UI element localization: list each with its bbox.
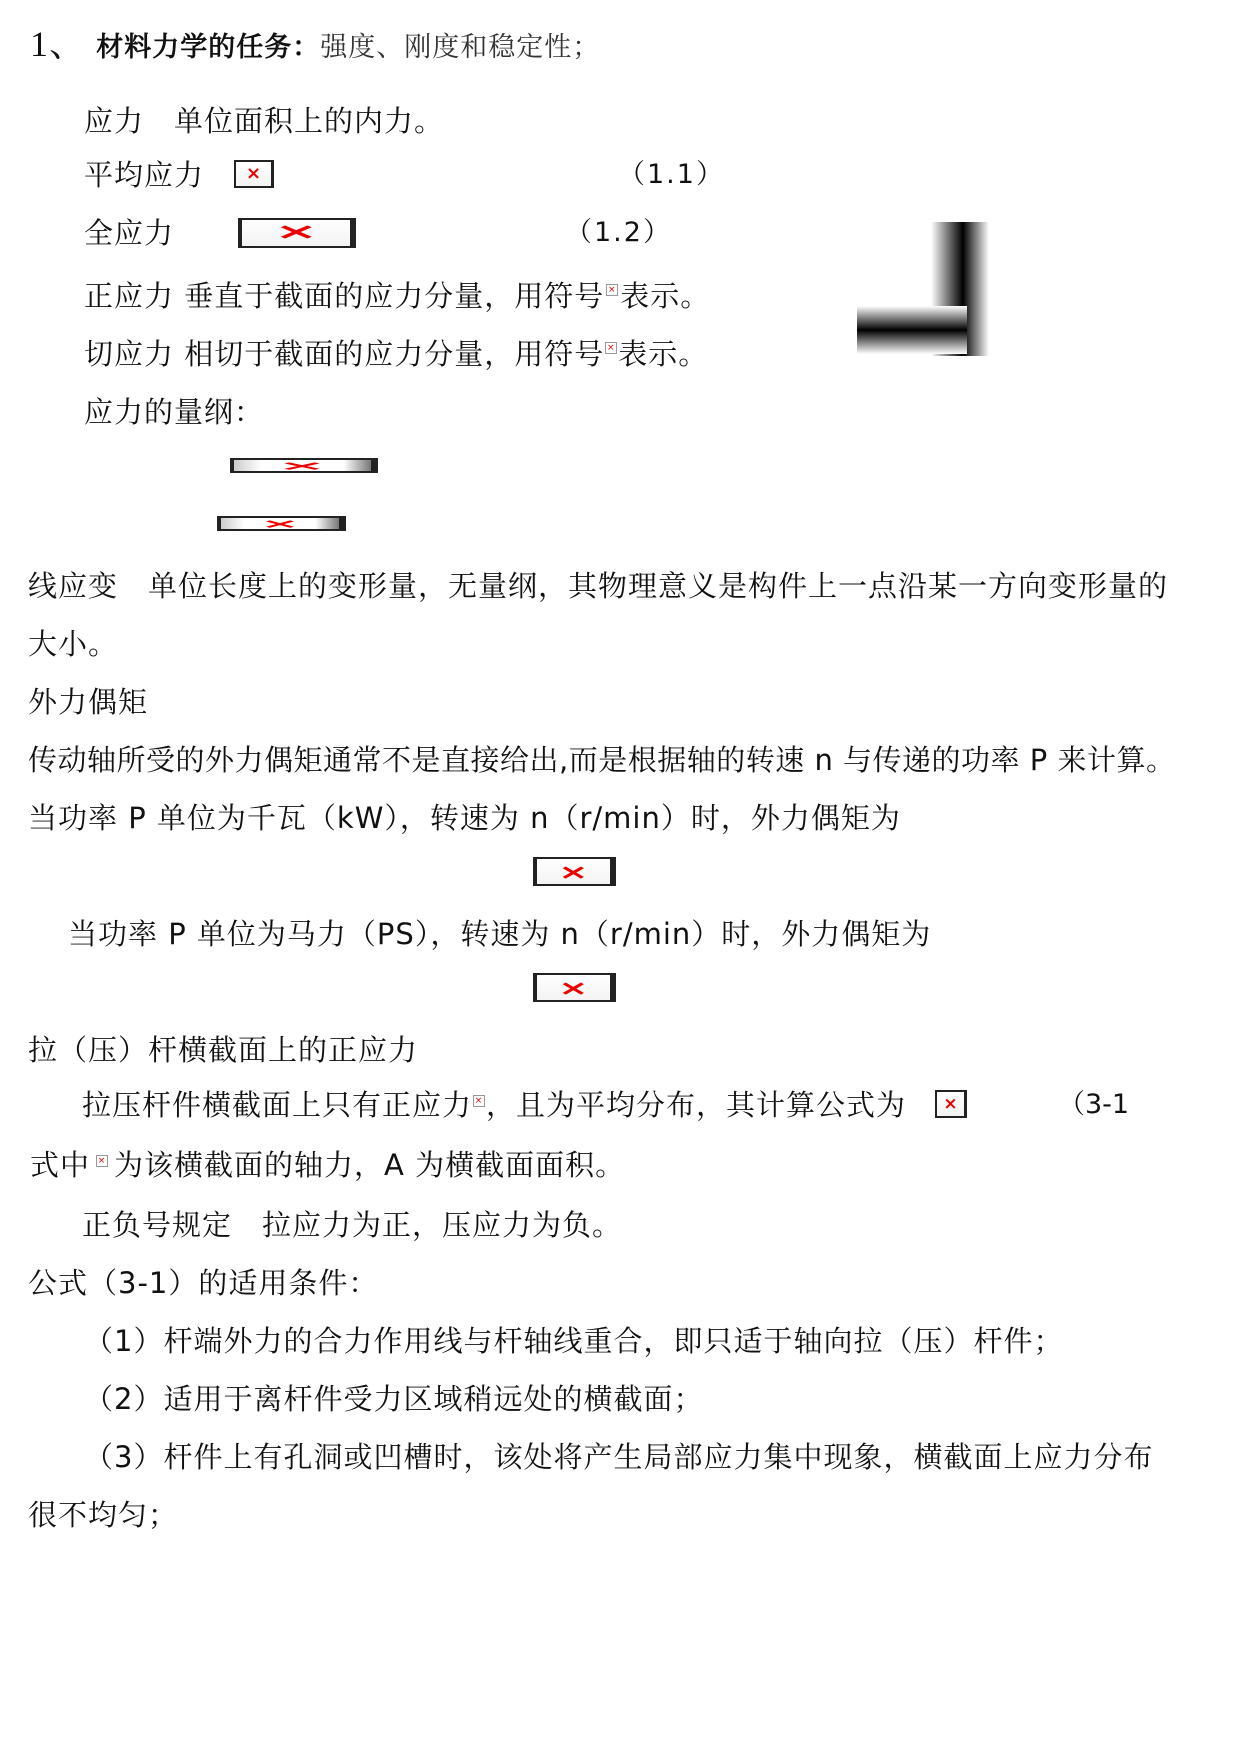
broken-image-icon: × [238, 218, 356, 248]
eq-number-1-2: （1.2） [565, 217, 672, 248]
shear-stress-line [84, 336, 708, 372]
full-stress-label: 全应力 [84, 216, 175, 250]
shadow-graphic [857, 222, 989, 356]
axial-line-1b: ，且为平均分布，其计算公式为 [486, 1088, 907, 1122]
axial-line-2a: 式中 [30, 1148, 91, 1182]
axial-line-1 [82, 1087, 906, 1123]
stress-def-text: 单位面积上的内力。 [174, 104, 445, 138]
strain-line-2: 大小。 [28, 627, 119, 661]
axial-line-1a: 拉压杆件横截面上只有正应力 [82, 1088, 473, 1122]
normal-tail: 表示。 [620, 279, 711, 313]
axial-line-2b: 为该横截面的轴力，A 为横截面面积。 [114, 1148, 626, 1182]
condition-2: （2）适用于离杆件受力区域稍远处的横截面； [84, 1382, 704, 1416]
torque-line-3: 当功率 P 单位为马力（PS），转速为 n（r/min）时，外力偶矩为 [68, 917, 932, 951]
torque-heading: 外力偶矩 [28, 685, 149, 719]
stress-term: 应力 [84, 104, 145, 138]
broken-image-icon: × [935, 1090, 967, 1118]
eq-number-3-1: （3-1 [1058, 1089, 1130, 1120]
normal-term: 正应力 [84, 279, 175, 313]
sign-convention: 正负号规定 拉应力为正，压应力为负。 [82, 1208, 623, 1242]
broken-image-icon: × [234, 160, 274, 188]
torque-line-2: 当功率 P 单位为千瓦（kW），转速为 n（r/min）时，外力偶矩为 [28, 801, 901, 835]
broken-image-icon: × [474, 1096, 484, 1106]
broken-image-icon: × [533, 857, 616, 886]
stress-definition [84, 103, 444, 139]
stress-unit-label: 应力的量纲： [84, 395, 265, 429]
heading-title: 材料力学的任务： [96, 32, 321, 63]
eq-number-1-1: （1.1） [618, 159, 725, 190]
condition-3a: （3）杆件上有孔洞或凹槽时，该处将产生局部应力集中现象，横截面上应力分布 [84, 1440, 1154, 1474]
broken-image-icon: × [533, 973, 616, 1002]
shear-term: 切应力 [84, 337, 175, 371]
normal-text: 垂直于截面的应力分量，用符号 [184, 279, 605, 313]
broken-image-icon: × [217, 516, 346, 531]
torque-line-1: 传动轴所受的外力偶矩通常不是直接给出,而是根据轴的转速 n 与传递的功率 P 来计算。 [28, 743, 1176, 777]
shear-tail: 表示。 [618, 337, 709, 371]
broken-image-icon: × [230, 458, 378, 473]
heading-number: 1、 [30, 24, 87, 64]
axial-line-2 [30, 1147, 625, 1183]
shear-text: 相切于截面的应力分量，用符号 [184, 337, 605, 371]
normal-stress-line [84, 278, 710, 314]
conditions-heading: 公式（3-1）的适用条件： [28, 1266, 379, 1300]
heading-line [30, 26, 600, 66]
condition-1: （1）杆端外力的合力作用线与杆轴线重合，即只适于轴向拉（压）杆件； [84, 1324, 1064, 1358]
broken-image-icon: × [607, 285, 617, 295]
strain-line-1: 线应变 单位长度上的变形量，无量纲，其物理意义是构件上一点沿某一方向变形量的 [28, 569, 1169, 603]
axial-heading: 拉（压）杆横截面上的正应力 [28, 1033, 419, 1067]
avg-stress-label: 平均应力 [84, 158, 205, 192]
broken-image-icon: × [606, 343, 616, 353]
condition-3b: 很不均匀； [28, 1498, 179, 1532]
heading-rest: 强度、刚度和稳定性； [320, 32, 601, 63]
broken-image-icon: × [97, 1156, 107, 1166]
